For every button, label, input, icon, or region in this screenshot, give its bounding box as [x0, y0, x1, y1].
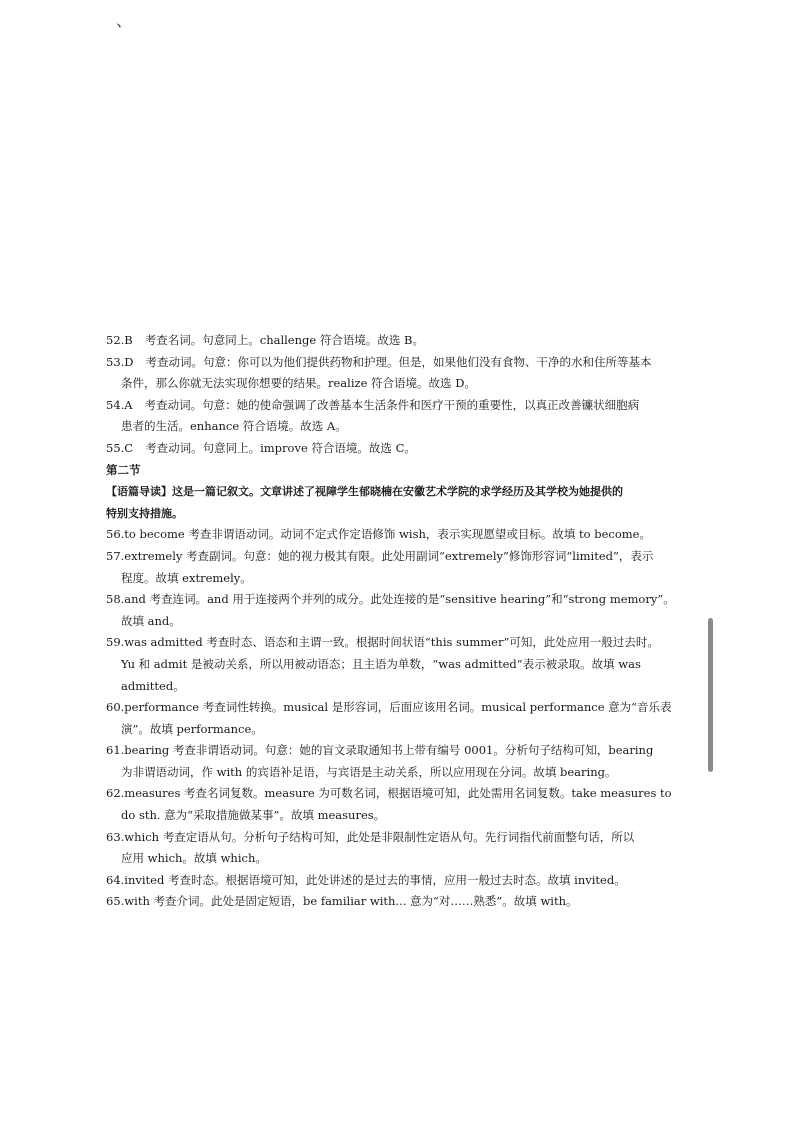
item-text: to become 考查非谓语动词。动词不定式作定语修饰 wish，表示实现愿望或目标。故填 to become。 — [124, 527, 651, 542]
item-number: 57. — [106, 548, 125, 563]
item-text: 考查动词。句意：她的使命强调了改善基本生活条件和医疗干预的重要性，以真正改善镰状细胞病 — [144, 397, 640, 412]
answer-item-57 — [106, 546, 686, 589]
guide-text: 特别支持措施。 — [106, 506, 183, 520]
item-text: do sth. 意为“采取措施做某事”。故填 measures。 — [121, 808, 386, 823]
answer-item-61 — [106, 740, 686, 783]
item-number: 64. — [106, 872, 125, 887]
item-text: 演”。故填 performance。 — [121, 721, 263, 736]
item-text: with 考查介词。此处是固定短语，be familiar with... 意为“对……熟悉”。故填 with。 — [124, 894, 578, 909]
item-number: 60. — [106, 700, 125, 715]
item-text: 故填 and。 — [121, 613, 181, 628]
item-number: 56. — [106, 527, 125, 542]
item-text: 考查动词。句意：你可以为他们提供药物和护理。但是，如果他们没有食物、干净的水和住所等基本 — [145, 354, 652, 369]
item-number: 65. — [106, 894, 125, 909]
answer-item-58 — [106, 589, 686, 632]
item-text: extremely 考查副词。句意：她的视力极其有限。此处用副词“extremely”修饰形容词“limited”，表示 — [124, 548, 654, 563]
item-number: 55.C — [106, 440, 134, 455]
answer-item-62 — [106, 783, 686, 826]
item-text: 应用 which。故填 which。 — [121, 851, 267, 866]
item-text: 考查动词。句意同上。improve 符合语境。故选 C。 — [145, 440, 416, 455]
answer-item-52 — [106, 330, 686, 352]
guide-text: 这是一篇记叙文。文章讲述了视障学生郁晓楠在安徽艺术学院的求学经历及其学校为她提供的 — [172, 485, 623, 499]
item-text: Yu 和 admit 是被动关系，所以用被动语态；且主语为单数，“was admitted”表示被录取。故填 was — [121, 656, 641, 671]
answer-item-55 — [106, 438, 686, 460]
reading-guide — [106, 481, 686, 524]
item-text: and 考查连词。and 用于连接两个并列的成分。此处连接的是“sensitive hearing”和“strong memory”。 — [124, 592, 675, 607]
guide-tag: 【语篇导读】 — [106, 485, 172, 499]
item-text: 考查名词。句意同上。challenge 符合语境。故选 B。 — [144, 333, 424, 347]
item-number: 52.B — [106, 333, 133, 347]
answer-item-65 — [106, 891, 686, 913]
item-text: performance 考查词性转换。musical 是形容词，后面应该用名词。musical performance 意为“音乐表 — [124, 700, 672, 715]
item-text: which 考查定语从句。分析句子结构可知，此处是非限制性定语从句。先行词指代前面整句话，所以 — [124, 829, 635, 844]
item-text: 患者的生活。enhance 符合语境。故选 A。 — [121, 419, 347, 434]
answer-item-53 — [106, 352, 686, 395]
answer-item-59 — [106, 632, 686, 697]
item-text: was admitted 考查时态、语态和主谓一致。根据时间状语“this summer”可知，此处应用一般过去时。 — [124, 635, 659, 650]
answer-item-63 — [106, 827, 686, 870]
item-text: admitted。 — [121, 678, 185, 693]
item-number: 63. — [106, 829, 125, 844]
item-number: 53.D — [106, 354, 134, 369]
item-text: measures 考查名词复数。measure 为可数名词，根据语境可知，此处需用名词复数。take measures to — [124, 786, 672, 801]
answer-item-64 — [106, 870, 686, 892]
item-number: 59. — [106, 635, 125, 650]
answer-item-60 — [106, 697, 686, 740]
item-number: 61. — [106, 743, 125, 758]
item-text: 为非谓语动词，作 with 的宾语补足语，与宾语是主动关系，所以应用现在分词。故填 bearing。 — [121, 764, 617, 779]
item-text: 程度。故填 extremely。 — [121, 570, 252, 585]
item-text: 条件，那么你就无法实现你想要的结果。realize 符合语境。故选 D。 — [121, 376, 476, 391]
answer-item-54 — [106, 395, 686, 438]
item-number: 58. — [106, 592, 125, 607]
answer-content — [106, 330, 686, 913]
item-text: invited 考查时态。根据语境可知，此处讲述的是过去的事情，应用一般过去时态。故填 invited。 — [124, 872, 626, 887]
item-number: 62. — [106, 786, 125, 801]
answer-item-56 — [106, 524, 686, 546]
section-title: 第二节 — [106, 462, 141, 477]
corner-mark: 、 — [116, 11, 133, 30]
vertical-scrollbar-thumb[interactable] — [708, 618, 713, 772]
item-number: 54.A — [106, 397, 133, 412]
item-text: bearing 考查非谓语动词。句意：她的盲文录取通知书上带有编号 0001。分析句子结构可知，bearing — [124, 743, 654, 758]
